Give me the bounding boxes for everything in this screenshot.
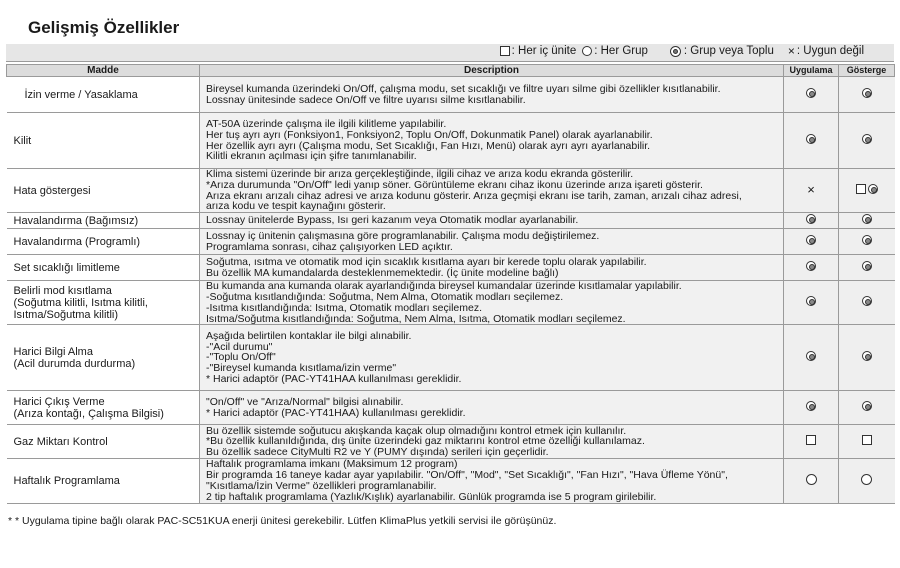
row-apply — [784, 281, 839, 325]
row-item — [7, 425, 200, 459]
row-description — [200, 425, 784, 459]
circle-icon — [582, 46, 592, 56]
row-display — [839, 169, 895, 213]
row-item-line: Kilit — [13, 134, 32, 147]
row-apply — [784, 113, 839, 169]
row-description-line: Her tuş ayrı ayrı (Fonksiyon1, Fonksiyon2, Toplu On/Off, Dokunmatik Panel) olarak ayarlanabilir. — [206, 128, 653, 141]
row-item-line: Belirli mod kısıtlama — [13, 284, 112, 297]
row-description-line: "On/Off" ve "Arıza/Normal" bilgisi alınabilir. — [206, 396, 404, 409]
cross-icon: × — [787, 44, 795, 58]
row-description — [200, 391, 784, 425]
row-description — [200, 229, 784, 255]
row-description-line: "Kısıtlama/İzin Verme" özellikleri programlanabilir. — [206, 479, 437, 492]
row-description-line: Bu özellik sistemde soğutucu akışkanda kaçak olup olmadığını kontrol etmek için kullanılır. — [206, 424, 627, 437]
double-circle-icon — [806, 401, 816, 411]
row-description-line: Arıza ekranı arızalı cihaz adresi ve arıza kodunu gösterir. Arıza geçmişi ekranı ise tarih, zaman, arızalı cihaz adresi, — [206, 189, 742, 202]
legend-not-suitable — [788, 45, 864, 57]
table-row — [7, 77, 895, 113]
double-circle-icon — [862, 88, 872, 98]
row-description — [200, 169, 784, 213]
row-description-line: -"Bireysel kumanda kısıtlama/izin verme" — [206, 362, 397, 375]
square-double-circle-icon — [856, 184, 878, 194]
row-description-line: Kilitli ekranın açılması için şifre tanımlanabilir. — [206, 150, 417, 163]
legend-not-suitable-label: : Uygun değil — [796, 45, 864, 57]
square-icon — [862, 435, 872, 445]
double-circle-icon — [862, 296, 872, 306]
legend-per-unit — [500, 45, 577, 57]
row-item — [7, 113, 200, 169]
row-item-line: Harici Bilgi Alma — [13, 345, 93, 358]
cross-icon: × — [807, 182, 815, 198]
row-item-line: Havalandırma (Programlı) — [13, 235, 141, 248]
header-display: Gösterge — [839, 65, 895, 77]
row-description — [200, 325, 784, 391]
row-description-line: AT-50A üzerinde çalışma ile ilgili kilitleme yapılabilir. — [206, 117, 447, 130]
double-circle-icon — [670, 46, 681, 57]
row-apply — [784, 213, 839, 229]
double-circle-icon — [862, 261, 872, 271]
row-apply — [784, 77, 839, 113]
row-description-line: * Harici adaptör (PAC-YT41HAA) kullanılması gereklidir. — [206, 406, 466, 419]
row-description — [200, 213, 784, 229]
row-description-line: Bu özellik sadece CityMulti R2 ve Y (PUMY dışında) serileri için geçerlidir. — [206, 446, 549, 459]
row-display — [839, 459, 895, 503]
row-item — [7, 459, 200, 503]
legend-group-or-bulk — [670, 45, 774, 57]
row-display — [839, 281, 895, 325]
row-description-line: Haftalık programlama imkanı (Maksimum 12 program) — [206, 458, 458, 471]
table-row — [7, 391, 895, 425]
row-apply — [784, 229, 839, 255]
row-description-line: Lossnay iç ünitenin çalışmasına göre programlanabilir. Çalışma modu değiştirilemez. — [206, 229, 600, 242]
row-display — [839, 425, 895, 459]
table-row — [7, 113, 895, 169]
row-display — [839, 325, 895, 391]
row-item-line: Harici Çıkış Verme — [13, 395, 105, 408]
double-circle-icon — [862, 134, 872, 144]
row-description-line: *Bu özellik kullanıldığında, dış ünite üzerindeki gaz miktarını kontrol etme özelliği kullanılamaz. — [206, 435, 645, 448]
row-description-line: -"Acil durumu" — [206, 340, 273, 353]
row-display — [839, 391, 895, 425]
row-item-line: (Acil durumda durdurma) — [13, 357, 136, 370]
row-description-line: Bu kumanda ana kumanda olarak ayarlandığında bireysel kumandalar üzerinde kısıtlamalar yapılabilir. — [206, 280, 682, 293]
double-circle-icon — [806, 296, 816, 306]
double-circle-icon — [862, 235, 872, 245]
double-circle-icon — [806, 88, 816, 98]
row-item — [7, 77, 200, 113]
row-description-line: Aşağıda belirtilen kontaklar ile bilgi alınabilir. — [206, 329, 412, 342]
double-circle-icon — [806, 235, 816, 245]
square-icon — [500, 46, 510, 56]
row-apply — [784, 391, 839, 425]
row-description-line: *Arıza durumunda "On/Off" ledi yanıp söner. Görüntüleme ekranı cihaz ikonu üzerinde arıza işareti gösterir. — [206, 178, 703, 191]
row-item-line: Set sıcaklığı limitleme — [13, 261, 120, 274]
row-description — [200, 113, 784, 169]
row-display — [839, 255, 895, 281]
row-description-line: -"Toplu On/Off" — [206, 351, 276, 364]
page-title: Gelişmiş Özellikler — [28, 18, 180, 37]
row-item-line: Gaz Miktarı Kontrol — [13, 435, 108, 448]
row-item-line: Havalandırma (Bağımsız) — [13, 214, 139, 227]
row-item-line: İzin verme / Yasaklama — [24, 88, 138, 101]
row-description-line: Her özellik ayrı ayrı (Çalışma modu, Set Sıcaklığı, Fan Hızı, Menü) olarak ayrı ayrı ayarlanabilir. — [206, 139, 651, 152]
row-description-line: -Isıtma kısıtlandığında: Isıtma, Otomatik modları seçilemez. — [206, 301, 483, 314]
square-icon — [806, 435, 816, 445]
row-item — [7, 169, 200, 213]
row-description-line: Lossnay ünitesinde sadece On/Off ve filtre uyarısı silme kısıtlanabilir. — [206, 93, 526, 106]
row-description — [200, 459, 784, 503]
row-apply — [784, 459, 839, 503]
row-display — [839, 77, 895, 113]
row-item — [7, 255, 200, 281]
table-row — [7, 213, 895, 229]
row-description-line: 2 tip haftalık programlama (Yazlık/Kışlık) ayarlanabilir. Günlük programda ise 5 program girilebilir. — [206, 490, 657, 503]
circle-icon — [806, 474, 817, 485]
legend-per-unit-label: : Her iç ünite — [511, 45, 577, 57]
double-circle-icon — [806, 261, 816, 271]
row-item-line: Hata göstergesi — [13, 184, 91, 197]
row-description-line: Soğutma, ısıtma ve otomatik mod için sıcaklık kısıtlama ayarı bir kerede toplu olarak yapılabilir. — [206, 255, 647, 268]
row-description — [200, 281, 784, 325]
row-display — [839, 213, 895, 229]
row-item — [7, 325, 200, 391]
table-row — [7, 425, 895, 459]
row-description-line: Bir programda 16 taneye kadar ayar yapılabilir. "On/Off", "Mod", "Set Sıcaklığı", "Fan Hızı", "Hava Üfleme Yönü", — [206, 469, 728, 482]
table-row — [7, 169, 895, 213]
table-row — [7, 325, 895, 391]
row-item-line: (Arıza kontağı, Çalışma Bilgisi) — [13, 407, 164, 420]
row-description-line: * Harici adaptör (PAC-YT41HAA kullanılması gereklidir. — [206, 373, 462, 386]
row-item-line: Haftalık Programlama — [13, 474, 120, 487]
circle-icon — [861, 474, 872, 485]
double-circle-icon — [862, 401, 872, 411]
row-item-line: Isıtma/Soğutma kilitli) — [13, 308, 119, 321]
table-header-row — [7, 65, 895, 77]
row-item — [7, 281, 200, 325]
row-apply — [784, 255, 839, 281]
table-row — [7, 229, 895, 255]
row-description-line: Programlama sonrası, cihaz çalışıyorken LED açıktır. — [206, 240, 453, 253]
legend-bar — [6, 44, 894, 62]
double-circle-icon — [862, 214, 872, 224]
row-display — [839, 229, 895, 255]
row-description-line: Bu özellik MA kumandalarda desteklenmemektedir. (İç ünite modeline bağlı) — [206, 266, 559, 279]
table-row — [7, 459, 895, 503]
double-circle-icon — [806, 134, 816, 144]
double-circle-icon — [806, 351, 816, 361]
table-row — [7, 255, 895, 281]
row-description-line: Bireysel kumanda üzerindeki On/Off, çalışma modu, set sıcaklığı ve filtre uyarı silme gibi özellikler kısıtlanabilir. — [206, 82, 721, 95]
features-table — [6, 64, 895, 504]
legend-group-or-bulk-label: : Grup veya Toplu — [683, 45, 774, 57]
row-item — [7, 213, 200, 229]
row-item — [7, 229, 200, 255]
header-item: Madde — [7, 65, 200, 77]
double-circle-icon — [862, 351, 872, 361]
row-apply — [784, 325, 839, 391]
row-description-line: Lossnay ünitelerde Bypass, Isı geri kazanım veya Otomatik modlar ayarlanabilir. — [206, 214, 579, 227]
row-description-line: Klima sistemi üzerinde bir arıza gerçekleştiğinde, ilgili cihaz ve arıza kodu ekranda gösterilir. — [206, 168, 634, 180]
table-row — [7, 281, 895, 325]
footnote: * * Uygulama tipine bağlı olarak PAC-SC51KUA enerji ünitesi gerekebilir. Lütfen KlimaPlus yetkili servisi ile görüşünüz. — [8, 515, 557, 527]
row-display — [839, 113, 895, 169]
row-description-line: -Soğutma kısıtlandığında: Soğutma, Nem Alma, Otomatik modları seçilemez. — [206, 290, 564, 303]
header-description: Description — [200, 65, 784, 77]
header-apply: Uygulama — [784, 65, 839, 77]
row-description — [200, 255, 784, 281]
row-item-line: (Soğutma kilitli, Isıtma kilitli, — [13, 296, 148, 309]
row-description — [200, 77, 784, 113]
row-apply — [784, 425, 839, 459]
row-apply — [784, 169, 839, 213]
row-description-line: arıza kodu ve tespit kaynağını gösterir. — [206, 200, 386, 213]
table-body — [7, 77, 895, 504]
legend-per-group — [582, 45, 648, 57]
row-description-line: Isıtma/Soğutma kısıtlandığında: Soğutma, Nem Alma, Isıtma, Otomatik modları seçilemez. — [206, 312, 626, 325]
legend-per-group-label: : Her Grup — [594, 45, 648, 57]
double-circle-icon — [806, 214, 816, 224]
row-item — [7, 391, 200, 425]
